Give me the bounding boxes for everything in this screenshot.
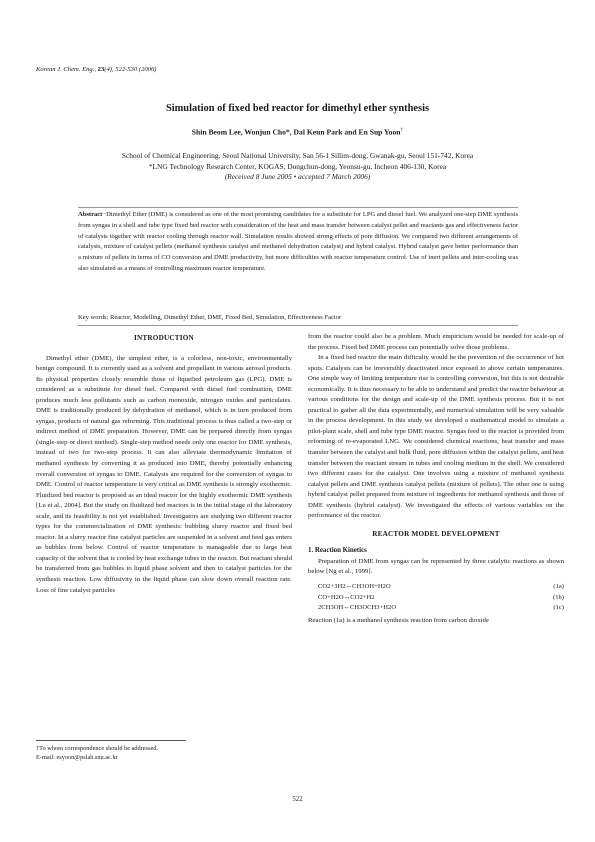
journal-name: Korean J. Chem. Eng., <box>36 66 97 73</box>
footnote <box>36 740 186 763</box>
affiliation-secondary: *LNG Technology Research Center, KOGAS, Dongchun-dong, Yeonsu-gu, Incheon 406-130, Korea <box>148 161 447 171</box>
equation-number: (1a) <box>553 583 564 591</box>
subheading-reaction-kinetics: 1. Reaction Kinetics <box>308 547 367 555</box>
equation-number: (1b) <box>553 593 564 601</box>
footnote-mark: † <box>36 745 40 752</box>
equation-1b <box>308 593 564 604</box>
author-list <box>0 127 595 137</box>
journal-issue-pages: (4), 522-530 (2006) <box>104 66 157 73</box>
abstract-text: −Dimethyl Ether (DME) is considered as one of the most promising candidates for a substitute for LPG and diesel fuel. We analyzed one-step DME synthesis from syngas in a shell and tube type fixed bed reactor with consideration of the heat and mass transfer between catalyst pellet and reactants gas and effectiveness factor of catalysts together with reactor cooling through reactor wall. Simulation results showed strong effects of pore diffusion. We compared two different arrangements of catalysts, mixture of catalyst pellets (methanol synthesis catalyst and methanol dehydration catalyst) and hybrid catalyst. Hybrid catalyst gave better performance than a mixture of pellets in terms of CO conversion and DME productivity, but more difficulties with reactor temperature control. Use of inert pellets and inter-cooling was also simulated as a means of controlling maximum reactor temperature. <box>78 211 518 272</box>
right-paragraph-fixed-bed: In a fixed bed reactor the main difficulty would be the prevention of the occurrence of hot spots. Catalysts can be irreversibly deactivated once exposed to above certain temperatures. One simple way of limiting temperature rise is controlling conversion, but this is not desirable economically. It is thus necessary to be able to understand and predict the reactor behaviour at various conditions for the design and scale-up of the DME synthesis process. But it is not practical to gather all the data experimentally, and numerical simulation will be very valuable in the process development. In this study we developed a mathematical model to simulate a pilot-plant scale, shell and tube type DME reactor. Syngas feed to the reactor is provided from reforming of re-evaporated LNG. We considered chemical reactions, heat transfer and mass transfer between the catalyst and bulk fluid, pore diffusion within the catalyst pellets, and heat transfer between the reactant stream in tubes and cooling medium in the shell. We considered two different cases for the catalyst. One involves using a mixture of methanol synthesis catalyst pellets and DME synthesis catalyst pellets (mixture of pellets). The other one is using hybrid catalyst pellet prepared from mixture of ingredients for methanol synthesis and those of DME synthesis (hybrid catalyst). We investigated the effects of various variables on the performance of the reactor. <box>308 354 564 520</box>
intro-paragraph: Dimethyl ether (DME), the simplest ether, is a colorless, non-toxic, environmentally benign compound. It is currently used as a solvent and propellant in various aerosol products. Its physical properties closely resemble those of liquefied petroleum gas (LPG). DME is considered as a substitute for diesel fuel. Compared with diesel fuel combustion, DME produces much less pollutants such as carbon monoxide, nitrogen oxides and particulates. DME is traditionally produced by dehydration of methanol, which is in turn produced from syngas, products of natural gas reforming. This traditional process is thus called a two-step or indirect method of DME preparation. However, DME can be prepared directly from syngas (single-step or direct method). Single-step method needs only one reactor for DME synthesis, instead of two for two-step process. It can also alleviate thermodynamic limitation of methanol synthesis by converting it as produced into DME, thereby potentially enhancing overall conversion of syngas to DME. Catalysts are required for the conversion of syngas to DME. Control of reactor temperature is very critical as DME synthesis is strongly exothermic. Fluidized bed reactor is proposed as an ideal reactor for the highly exothermic DME synthesis [Lu et al., 2004]. But the study on fluidized bed reactors is in the initial stage of the laboratory scale, and its feasibility is not yet established. Investigators are studying two different reactor types for the commercialization of DME synthesis: bubbling slurry reactor and fixed bed reactor. In a slurry reactor fine catalyst particles are suspended in a solvent and feed gas enters as bubbles from below. Control of reactor temperature is manageable due to large heat capacity of the solvent that is cooled by heat exchange tubes in the reactor. But reactant should be transferred from gas bubbles to liquid phase solvent and then to catalyst particles for the synthesis reaction. Low diffusivity in the liquid phase can slow down overall reaction rate. Loss of fine catalyst particles <box>36 354 292 594</box>
left-column <box>36 332 292 596</box>
equation-number: (1c) <box>553 604 564 612</box>
right-column <box>308 332 564 626</box>
page-number: 522 <box>292 796 303 803</box>
journal-citation <box>36 66 156 73</box>
journal-volume: 23 <box>97 66 105 73</box>
after-equations-text: Reaction (1a) is a methanol synthesis reaction from carbon dioxide <box>308 616 489 624</box>
equation-formula: CO2+3H2↔CH3OH+H2O <box>318 583 391 591</box>
equation-formula: 2CH3OH↔CH3OCH3+H2O <box>318 604 397 612</box>
equation-formula: CO+H2O↔CO2+H2 <box>318 593 375 601</box>
section-heading-reactor-model: REACTOR MODEL DEVELOPMENT <box>372 529 500 538</box>
received-dates: (Received 8 June 2005 • accepted 7 March 2006) <box>224 172 371 182</box>
equation-1c <box>308 603 564 614</box>
author-names: Shin Beom Lee, Wonjun Cho*, Dal Keun Park and En Sup Yoon <box>191 127 401 137</box>
keywords: Key words: Reactor, Modelling, Dimethyl Ether, DME, Fixed Bed, Simulation, Effectiveness Factor <box>78 313 518 326</box>
footnote-correspondence <box>36 744 186 753</box>
abstract <box>78 207 518 275</box>
affiliations <box>0 151 595 183</box>
right-paragraph-continued: from the reactor could also be a problem. Much empiricism would be needed for scale-up of the process. Fixed bed DME process can potentially solve those problems. <box>308 333 564 351</box>
paper-title: Simulation of fixed bed reactor for dimethyl ether synthesis <box>165 103 430 114</box>
footnote-email: E-mail: esyoon@pslab.snu.ac.kr <box>36 754 118 762</box>
equation-list <box>308 582 564 614</box>
equation-1a <box>308 582 564 593</box>
author-mark: † <box>400 127 404 133</box>
footnote-line1: To whom correspondence should be addressed. <box>39 745 158 752</box>
affiliation-primary: School of Chemical Engineering, Seoul National University, San 56-1 Sillim-dong, Gwanak-gu, Seoul 151-742, Korea <box>121 151 474 160</box>
section-heading-introduction: INTRODUCTION <box>134 334 194 342</box>
abstract-label: Abstract <box>78 211 103 218</box>
kinetics-intro: Preparation of DME from syngas can be represented by three catalytic reactions as shown below [Ng et al., 1999]. <box>308 557 564 576</box>
